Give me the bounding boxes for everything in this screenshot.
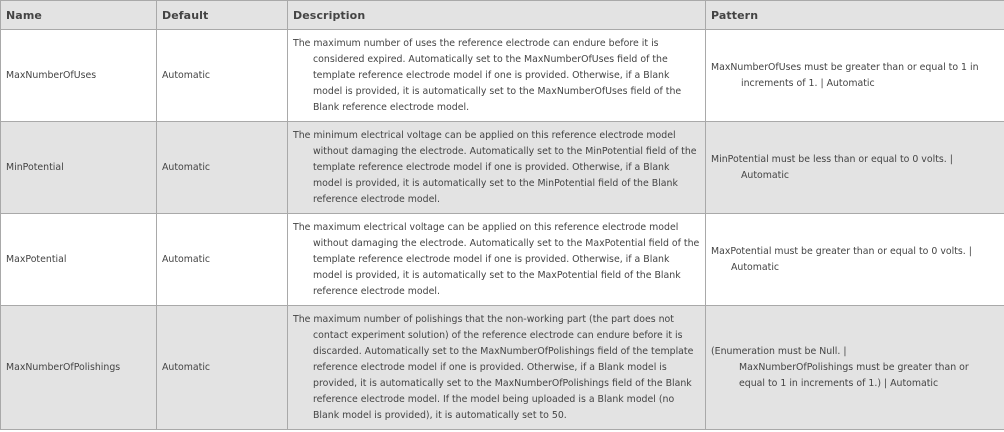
option-name: MaxNumberOfUses [1, 30, 157, 122]
option-pattern-text: MaxNumberOfUses must be greater than or equal to 1 in increments of 1. | Automatic [711, 61, 979, 89]
option-pattern-text: MaxPotential must be greater than or equal to 0 volts. | Automatic [711, 245, 972, 273]
option-description [288, 306, 706, 430]
option-pattern-text: MaxNumberOfPolishings must be greater than or equal to 1 in increments of 1.) | Automatic [739, 361, 969, 389]
option-pattern [706, 30, 1004, 122]
option-pattern [706, 306, 1004, 430]
header-pattern: Pattern [706, 1, 1004, 30]
option-pattern [706, 122, 1004, 214]
option-description-text: The minimum electrical voltage can be applied on this reference electrode model without damaging the electrode. Automatically set to the MinPotential field of the template reference electrode model if one is provided. Otherwise, if a Blank model is provided, it is automatically set to the MinPotential field of the Blank reference electrode model. [293, 129, 697, 205]
option-default: Automatic [157, 214, 288, 306]
table-row [1, 214, 1004, 306]
table-row [1, 122, 1004, 214]
option-name: MaxPotential [1, 214, 157, 306]
header-name: Name [1, 1, 157, 30]
option-default: Automatic [157, 30, 288, 122]
option-default: Automatic [157, 306, 288, 430]
header-description: Description [288, 1, 706, 30]
option-description [288, 122, 706, 214]
header-default: Default [157, 1, 288, 30]
table-row [1, 30, 1004, 122]
option-description [288, 30, 706, 122]
option-description-text: The maximum number of uses the reference electrode can endure before it is considered expired. Automatically set to the MaxNumberOfUses field of the template reference electrode model if one is provided. Otherwise, if a Blank model is provided, it is automatically set to the MaxNumberOfUses field of the Blank reference electrode model. [293, 37, 682, 113]
option-name: MinPotential [1, 122, 157, 214]
option-description-text: The maximum electrical voltage can be applied on this reference electrode model without damaging the electrode. Automatically set to the MaxPotential field of the template reference electrode model if one is provided. Otherwise, if a Blank model is provided, it is automatically set to the MaxPotential field of the Blank reference electrode model. [293, 221, 700, 297]
option-name: MaxNumberOfPolishings [1, 306, 157, 430]
option-default: Automatic [157, 122, 288, 214]
table-row [1, 306, 1004, 430]
option-pattern-text: MinPotential must be less than or equal to 0 volts. | Automatic [711, 153, 953, 181]
option-pattern [706, 214, 1004, 306]
option-description-text: The maximum number of polishings that the non-working part (the part does not contact experiment solution) of the reference electrode can endure before it is discarded. Automatically set to the MaxNumberOfPolishings field of the template reference electrode model if one is provided. Otherwise, if a Blank model is provided, it is automatically set to the MaxNumberOfPolishings field of the Blank reference electrode model. If the model being uploaded is a Blank model (no Blank model is provided), it is automatically set to 50. [293, 313, 694, 421]
option-description [288, 214, 706, 306]
table-header [1, 1, 1004, 30]
option-pattern-lead: (Enumeration must be Null. | [711, 345, 847, 357]
header-row [1, 1, 1004, 30]
table-body [1, 30, 1004, 430]
